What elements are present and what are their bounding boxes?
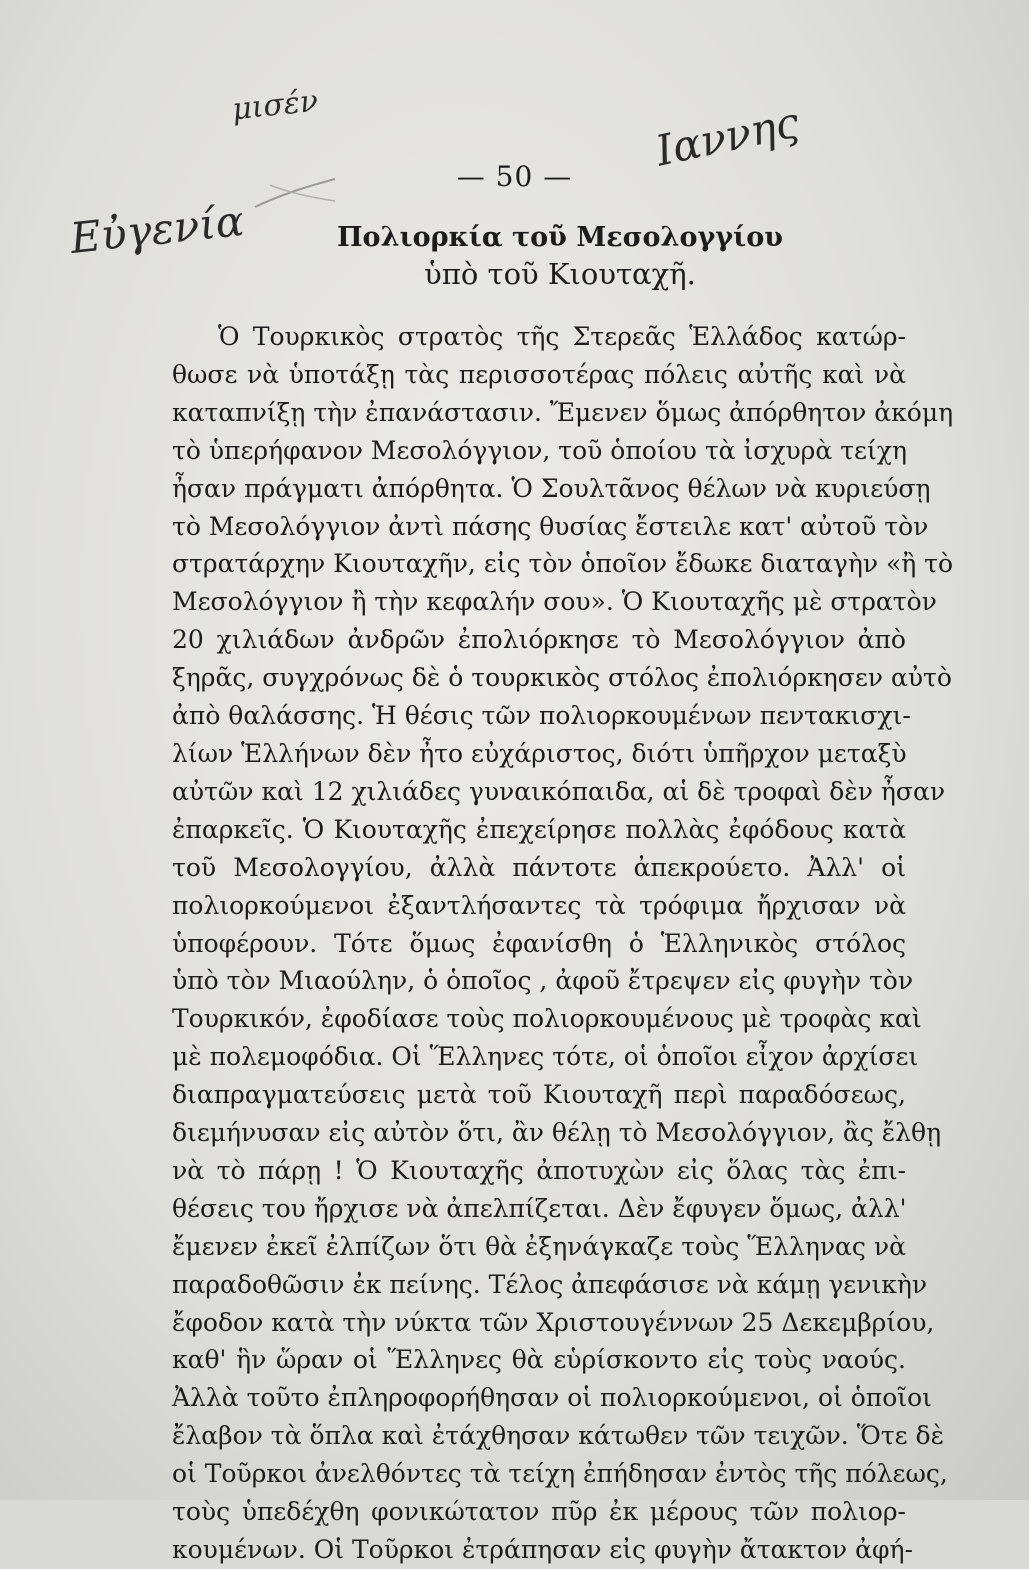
text-line: ἀπὸ θαλάσσης. Ἡ θέσις τῶν πολιορκουμένων πεντακισχι- (172, 701, 911, 731)
text-line: ἔφοδον κατὰ τὴν νύκτα τῶν Χριστουγέννων 25 Δεκεμβρίου, (172, 1307, 935, 1337)
title-line-2: ὑπὸ τοῦ Κιουταχῆ. (424, 257, 696, 291)
handwritten-note-top-left: μισέν (230, 83, 320, 128)
text-line: ἔλαβον τὰ ὅπλα καὶ ἐτάχθησαν κάτωθεν τῶν τειχῶν. Ὅτε δὲ (172, 1421, 944, 1451)
text-line: διεμήνυσαν εἰς αὐτὸν ὅτι, ἂν θέλῃ τὸ Μεσολόγγιον, ἂς ἔλθῃ (172, 1118, 942, 1148)
text-line: τὸ Μεσολόγγιον ἀντὶ πάσης θυσίας ἔστειλε κατ' αὐτοῦ τὸν (172, 511, 929, 541)
text-line: οἱ Τοῦρκοι ἀνελθόντες τὰ τείχη ἐπήδησαν ἐντὸς τῆς πόλεως, (172, 1459, 948, 1489)
text-line: νὰ τὸ πάρῃ ! Ὁ Κιουταχῆς ἀποτυχὼν εἰς ὅλας τὰς ἐπι- (172, 1155, 906, 1185)
text-line: τοῦ Μεσολογγίου, ἀλλὰ πάντοτε ἀπεκρούετο. Ἀλλ' οἱ (172, 852, 906, 882)
text-line: θωσε νὰ ὑποτάξῃ τὰς περισσοτέρας πόλεις αὐτῆς καὶ νὰ (172, 359, 906, 389)
text-line: θέσεις του ἤρχισε νὰ ἀπελπίζεται. Δὲν ἔφυγεν ὅμως, ἀλλ' (172, 1193, 907, 1223)
text-line: ὑπὸ τὸν Μιαούλην, ὁ ὁποῖος , ἀφοῦ ἔτρεψεν εἰς φυγὴν τὸν (172, 966, 914, 996)
text-line: ὑποφέρουν. Τότε ὅμως ἐφανίσθη ὁ Ἑλληνικὸς στόλος (172, 928, 906, 958)
text-line: ξηρᾶς, συγχρόνως δὲ ὁ τουρκικὸς στόλος ἐπολιόρκησεν αὐτὸ (172, 663, 952, 693)
text-line: Ὁ Τουρκικὸς στρατὸς τῆς Στερεᾶς Ἑλλάδος κατώρ- (218, 322, 906, 351)
text-line: κουμένων. Οἱ Τοῦρκοι ἐτράπησαν εἰς φυγὴν ἄτακτον ἀφή- (172, 1535, 913, 1564)
title-line-1: Πολιορκία τοῦ Μεσολογγίου (337, 222, 783, 253)
text-line: Ἀλλὰ τοῦτο ἐπληροφορήθησαν οἱ πολιορκούμενοι, οἱ ὁποῖοι (172, 1383, 932, 1413)
text-line: καθ' ἣν ὥραν οἱ Ἕλληνες θὰ εὑρίσκοντο εἰς τοὺς ναούς. (172, 1345, 906, 1375)
text-line: τοὺς ὑπεδέχθη φονικώτατον πῦρ ἐκ μέρους τῶν πολιορ- (172, 1497, 906, 1527)
text-line: Μεσολόγγιον ἢ τὴν κεφαλήν σου». Ὁ Κιουταχῆς μὲ στρατὸν (172, 587, 937, 617)
text-line: Τουρκικόν, ἐφοδίασε τοὺς πολιορκουμένους μὲ τροφὰς καὶ (172, 1004, 922, 1034)
text-line: ἦσαν πράγματι ἀπόρθητα. Ὁ Σουλτᾶνος θέλων νὰ κυριεύσῃ (172, 473, 931, 503)
text-line: πολιορκούμενοι ἐξαντλήσαντες τὰ τρόφιμα ἤρχισαν νὰ (172, 890, 906, 920)
handwritten-note-margin: Εὐγενία (67, 196, 247, 263)
text-line: τὸ ὑπερήφανον Μεσολόγγιον, τοῦ ὁποίου τὰ ἰσχυρὰ τείχη (172, 435, 907, 465)
text-line: μὲ πολεμοφόδια. Οἱ Ἕλληνες τότε, οἱ ὁποῖοι εἶχον ἀρχίσει (172, 1042, 919, 1072)
text-line: αὐτῶν καὶ 12 χιλιάδες γυναικόπαιδα, αἱ δὲ τροφαὶ δὲν ἦσαν (172, 776, 946, 806)
body-paragraph (172, 318, 954, 1569)
text-line: ἔμενεν ἐκεῖ ἐλπίζων ὅτι θὰ ἐξηνάγκαζε τοὺς Ἕλληνας νὰ (172, 1231, 906, 1261)
text-line: ἐπαρκεῖς. Ὁ Κιουταχῆς ἐπεχείρησε πολλὰς ἐφόδους κατὰ (172, 814, 906, 844)
text-line: διαπραγματεύσεις μετὰ τοῦ Κιουταχῆ περὶ παραδόσεως, (172, 1080, 906, 1110)
text-line: παραδοθῶσιν ἐκ πείνης. Τέλος ἀπεφάσισε νὰ κάμῃ γενικὴν (172, 1269, 928, 1299)
handwritten-signature: Ιαννης (651, 97, 804, 176)
text-line: λίων Ἑλλήνων δὲν ἦτο εὐχάριστος, διότι ὑπῆρχον μεταξὺ (172, 738, 907, 768)
page-title (300, 220, 820, 292)
page-number: — 50 — (456, 160, 573, 193)
text-line: στρατάρχην Κιουταχῆν, εἰς τὸν ὁποῖον ἔδωκε διαταγὴν «ἢ τὸ (172, 549, 954, 579)
text-line: 20 χιλιάδων ἀνδρῶν ἐπολιόρκησε τὸ Μεσολόγγιον ἀπὸ (172, 625, 906, 655)
text-line: καταπνίξῃ τὴν ἐπανάστασιν. Ἔμενεν ὅμως ἀπόρθητον ἀκόμη (172, 397, 954, 427)
